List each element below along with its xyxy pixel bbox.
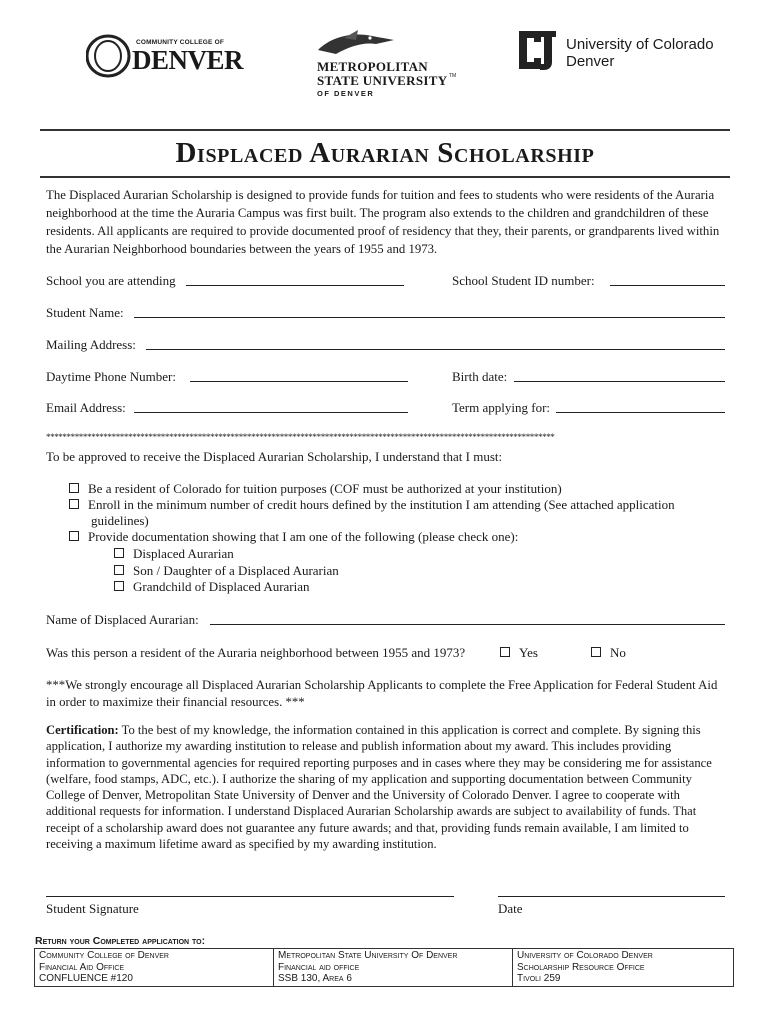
email-input[interactable] xyxy=(134,412,408,413)
yes-checkbox[interactable] xyxy=(500,647,510,657)
student-id-label: School Student ID number: xyxy=(452,273,595,288)
return-heading: Return your Completed application to: xyxy=(35,935,206,947)
msu-logo xyxy=(306,28,466,103)
certification-block xyxy=(46,722,730,852)
no-label: No xyxy=(610,645,626,660)
school-input[interactable] xyxy=(186,285,404,286)
requirement-1 xyxy=(69,481,562,497)
office-ccd xyxy=(35,949,274,987)
cu-line2: Denver xyxy=(566,53,615,70)
no-option xyxy=(591,645,626,661)
option-grandchild-text: Grandchild of Displaced Aurarian xyxy=(133,579,310,594)
certification-text: To the best of my knowledge, the information contained in this application is correct and complete. By signing this application, I authorize my awarding institution to release and publish information about my award. This includes providing information to governmental agencies for required reporting purposes and in cases where they may be considering me for assistance (welfare, food stamps, ADC, etc.). I authorize the sharing of my application and supporting documentation between Community College of Denver, Metropolitan State University of Denver and the University of Colorado Denver. I agree to cooperate with additional requests for information. I understand Displaced Aurarian Scholarship awards are subject to availability of funds. That receipt of a scholarship award does not guarantee any future awards; and that, providing funds remain available, I am limited to receiving a maximum lifetime award as specified by my awarding institution. xyxy=(46,723,712,852)
office-cu-line3: Tivoli 259 xyxy=(517,973,561,984)
date-label: Date xyxy=(498,901,523,916)
yes-option xyxy=(500,645,538,661)
intro-paragraph: The Displaced Aurarian Scholarship is designed to provide funds for tuition and fees to students who were residents of the Auraria neighborhood at the time the Auraria Campus was first built. The program also extends to the children and grandchildren of these residents. All applicants are required to provide documented proof of residency that they, their parents, or grandparents lived within the Aurarian Neighborhood boundaries between the years of 1955 and 1973. xyxy=(46,188,720,256)
ccd-small-text: COMMUNITY COLLEGE OF xyxy=(136,39,225,46)
asterisk-separator: **************************************************************************************************************************** xyxy=(46,432,555,442)
cu-shield-icon xyxy=(516,28,558,72)
requirement-1-text: Be a resident of Colorado for tuition purposes (COF must be authorized at your institution) xyxy=(88,481,562,496)
requirement-3-checkbox[interactable] xyxy=(69,531,79,541)
requirements-lead: To be approved to receive the Displaced Aurarian Scholarship, I understand that I must: xyxy=(46,449,503,464)
roadrunner-icon xyxy=(314,28,404,58)
cu-logo xyxy=(516,28,736,74)
office-ccd-line2: Financial Aid Office xyxy=(39,961,125,973)
office-cu-line2: Scholarship Resource Office xyxy=(517,961,645,973)
msu-line2: STATE UNIVERSITY xyxy=(317,73,448,88)
signature-label: Student Signature xyxy=(46,901,139,916)
requirement-3-text: Provide documentation showing that I am one of the following (please check one): xyxy=(88,529,519,544)
option-grandchild xyxy=(114,579,310,595)
term-label: Term applying for: xyxy=(452,400,551,415)
mailing-address-input[interactable] xyxy=(146,349,725,350)
office-msu-line3: SSB 130, Area 6 xyxy=(278,973,352,984)
office-msu-line1: Metropolitan State University Of Denver xyxy=(278,950,458,961)
office-ccd-line3: CONFLUENCE #120 xyxy=(39,973,133,984)
resident-question: Was this person a resident of the Auraria neighborhood between 1955 and 1973? xyxy=(46,645,466,660)
no-checkbox[interactable] xyxy=(591,647,601,657)
cu-line1: University of Colorado xyxy=(566,36,714,53)
offices-row xyxy=(35,949,734,987)
birth-date-input[interactable] xyxy=(514,381,725,382)
birth-date-label: Birth date: xyxy=(452,369,508,384)
office-ccd-line1: Community College of Denver xyxy=(39,950,169,961)
ccd-big-text: DENVER xyxy=(132,45,244,75)
option-displaced-aurarian-text: Displaced Aurarian xyxy=(133,546,234,561)
option-grandchild-checkbox[interactable] xyxy=(114,581,124,591)
student-id-input[interactable] xyxy=(610,285,725,286)
option-son-daughter xyxy=(114,563,339,579)
requirement-2 xyxy=(69,497,675,513)
office-msu-line2: Financial aid office xyxy=(278,961,360,973)
msu-line3: OF DENVER xyxy=(317,89,375,98)
phone-label: Daytime Phone Number: xyxy=(46,369,176,384)
phone-input[interactable] xyxy=(190,381,408,382)
fafsa-note: ***We strongly encourage all Displaced Aurarian Scholarship Applicants to complete the Free Application for Federal Student Aid in order to maximize their financial resources. *** xyxy=(46,678,718,709)
aurarian-name-label: Name of Displaced Aurarian: xyxy=(46,612,199,627)
yes-label: Yes xyxy=(519,645,538,660)
email-label: Email Address: xyxy=(46,400,126,415)
mailing-address-label: Mailing Address: xyxy=(46,337,136,352)
aurarian-name-input[interactable] xyxy=(210,624,725,625)
option-son-daughter-checkbox[interactable] xyxy=(114,565,124,575)
title-rule-bottom xyxy=(40,176,730,178)
office-cu xyxy=(513,949,734,987)
option-displaced-aurarian-checkbox[interactable] xyxy=(114,548,124,558)
requirement-2-text: Enroll in the minimum number of credit hours defined by the institution I am attending (See attached application xyxy=(88,497,675,512)
title-rule-top xyxy=(40,129,730,131)
school-label: School you are attending xyxy=(46,273,176,288)
certification-label: Certification: xyxy=(46,723,119,737)
option-displaced-aurarian xyxy=(114,546,234,562)
student-name-input[interactable] xyxy=(134,317,725,318)
signature-input[interactable] xyxy=(46,896,454,897)
option-son-daughter-text: Son / Daughter of a Displaced Aurarian xyxy=(133,563,339,578)
requirement-3 xyxy=(69,529,518,545)
requirement-2-continued: guidelines) xyxy=(91,513,149,528)
requirement-2-checkbox[interactable] xyxy=(69,499,79,509)
msu-tm: TM xyxy=(449,73,457,79)
student-name-label: Student Name: xyxy=(46,305,124,320)
offices-table xyxy=(34,948,734,987)
office-msu xyxy=(274,949,513,987)
date-input[interactable] xyxy=(498,896,725,897)
term-input[interactable] xyxy=(556,412,725,413)
msu-line1: METROPOLITAN xyxy=(317,59,428,74)
office-cu-line1: University of Colorado Denver xyxy=(517,950,653,961)
page-title: Displaced Aurarian Scholarship xyxy=(175,137,595,169)
requirement-1-checkbox[interactable] xyxy=(69,483,79,493)
